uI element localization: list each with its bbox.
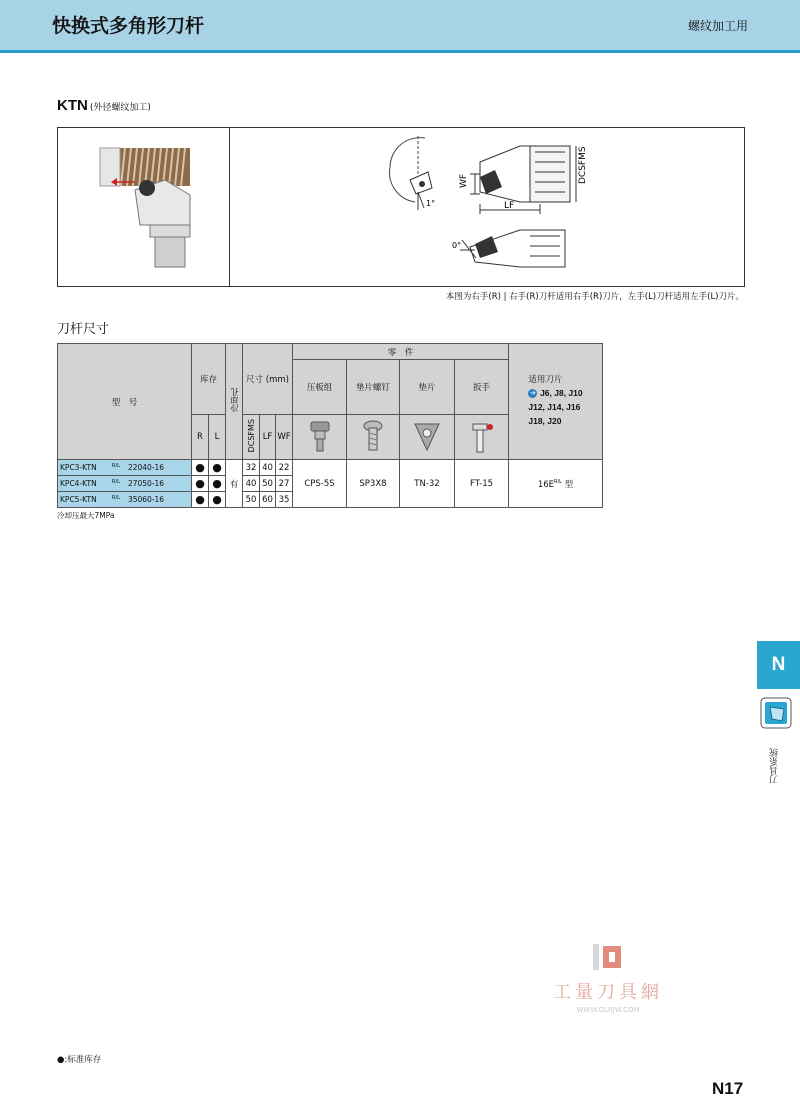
figure-note: 本图为右手(R) | 右手(R)刀杆适用右手(R)刀片，左手(L)刀杆适用左手(L)刀片。: [445, 292, 744, 302]
insert-list-3: J18, J20: [528, 416, 562, 426]
watermark-text: 工量刀具網: [553, 982, 663, 1003]
technical-drawing: [380, 132, 590, 282]
header-rule: [0, 50, 800, 53]
stock-r: ●: [192, 460, 209, 476]
dcsfms-value: 50: [243, 492, 260, 508]
shim-value: TN-32: [400, 460, 455, 508]
section-code: KTN: [57, 97, 88, 114]
header-stock: 库存: [192, 344, 226, 415]
header-dcsfms: DCSFMS: [243, 415, 260, 460]
header-r: R: [192, 415, 209, 460]
wrench-value: FT-15: [455, 460, 509, 508]
header-wf: WF: [276, 415, 293, 460]
stock-r: ●: [192, 476, 209, 492]
side-tab-label: 刀具系统: [770, 748, 780, 784]
header-model: 型 号: [58, 344, 192, 460]
wf-label: WF: [459, 173, 469, 188]
wrench-icon: [455, 415, 509, 460]
watermark-logo: [591, 942, 625, 972]
dcsfms-label: DCSFMS: [578, 146, 588, 184]
clamp-value: CPS-5S: [293, 460, 347, 508]
dcsfms-value: 40: [243, 476, 260, 492]
stock-l: ●: [209, 492, 226, 508]
tool-photo: [95, 140, 215, 275]
insert-list-2: J12, J14, J16: [528, 402, 581, 412]
section-subtitle: (外径螺纹加工): [89, 103, 151, 113]
shim-screw-value: SP3X8: [347, 460, 400, 508]
insert-list-1: J6, J8, J10: [540, 388, 583, 398]
page-number: N17: [712, 1079, 744, 1098]
lf-value: 60: [260, 492, 276, 508]
lf-value: 50: [260, 476, 276, 492]
model-cell: KPC3-KTN $^{R/L}$ 22040-16: [58, 460, 192, 476]
tooling-system-icon: [760, 697, 792, 729]
arrow-right-icon: ➔: [529, 389, 536, 397]
stock-l: ●: [209, 460, 226, 476]
chapter-tab[interactable]: N: [757, 641, 800, 689]
wf-value: 35: [276, 492, 293, 508]
header-coolant: 冷却孔: [226, 344, 243, 460]
stock-r: ●: [192, 492, 209, 508]
table-row: [58, 460, 603, 476]
watermark: [538, 942, 678, 1014]
angle-bottom-label: 0°: [452, 241, 462, 250]
applicable-label: 适用刀片: [528, 375, 563, 385]
coolant-pressure-note: 冷却压最大7MPa: [57, 511, 115, 520]
shim-screw-icon: [347, 415, 400, 460]
insert-value: $16E^{R/L}$ 型: [509, 460, 603, 508]
lf-value: 40: [260, 460, 276, 476]
angle-top-label: 1°: [426, 199, 436, 208]
header-shim: 垫片: [400, 360, 455, 415]
table-title: 刀杆尺寸: [57, 322, 110, 337]
model-cell: KPC5-KTN $^{R/L}$ 35060-16: [58, 492, 192, 508]
dcsfms-value: 32: [243, 460, 260, 476]
lf-label: LF: [504, 201, 515, 211]
model-cell: KPC4-KTN $^{R/L}$ 27050-16: [58, 476, 192, 492]
header-parts: 零 件: [293, 344, 509, 360]
spec-table: [57, 343, 603, 508]
header-size: 尺寸 (mm): [243, 344, 293, 415]
header-clamp: 压板组: [293, 360, 347, 415]
header-wrench: 扳手: [455, 360, 509, 415]
figure-divider: [229, 127, 230, 287]
header-lf: LF: [260, 415, 276, 460]
watermark-url: WWW.GLRJW.COM: [576, 1006, 640, 1014]
wf-value: 22: [276, 460, 293, 476]
stock-l: ●: [209, 476, 226, 492]
header-shim-screw: 垫片螺钉: [347, 360, 400, 415]
legend: ●:标准库存: [57, 1055, 102, 1065]
section-title: [57, 97, 151, 114]
page-title: 快换式多角形刀杆: [52, 15, 205, 37]
page-category: 螺纹加工用: [687, 19, 748, 33]
shim-icon: [400, 415, 455, 460]
clamp-icon: [293, 415, 347, 460]
wf-value: 27: [276, 476, 293, 492]
header-applicable-insert: [509, 344, 603, 460]
header-l: L: [209, 415, 226, 460]
coolant-value: 有: [226, 460, 243, 508]
